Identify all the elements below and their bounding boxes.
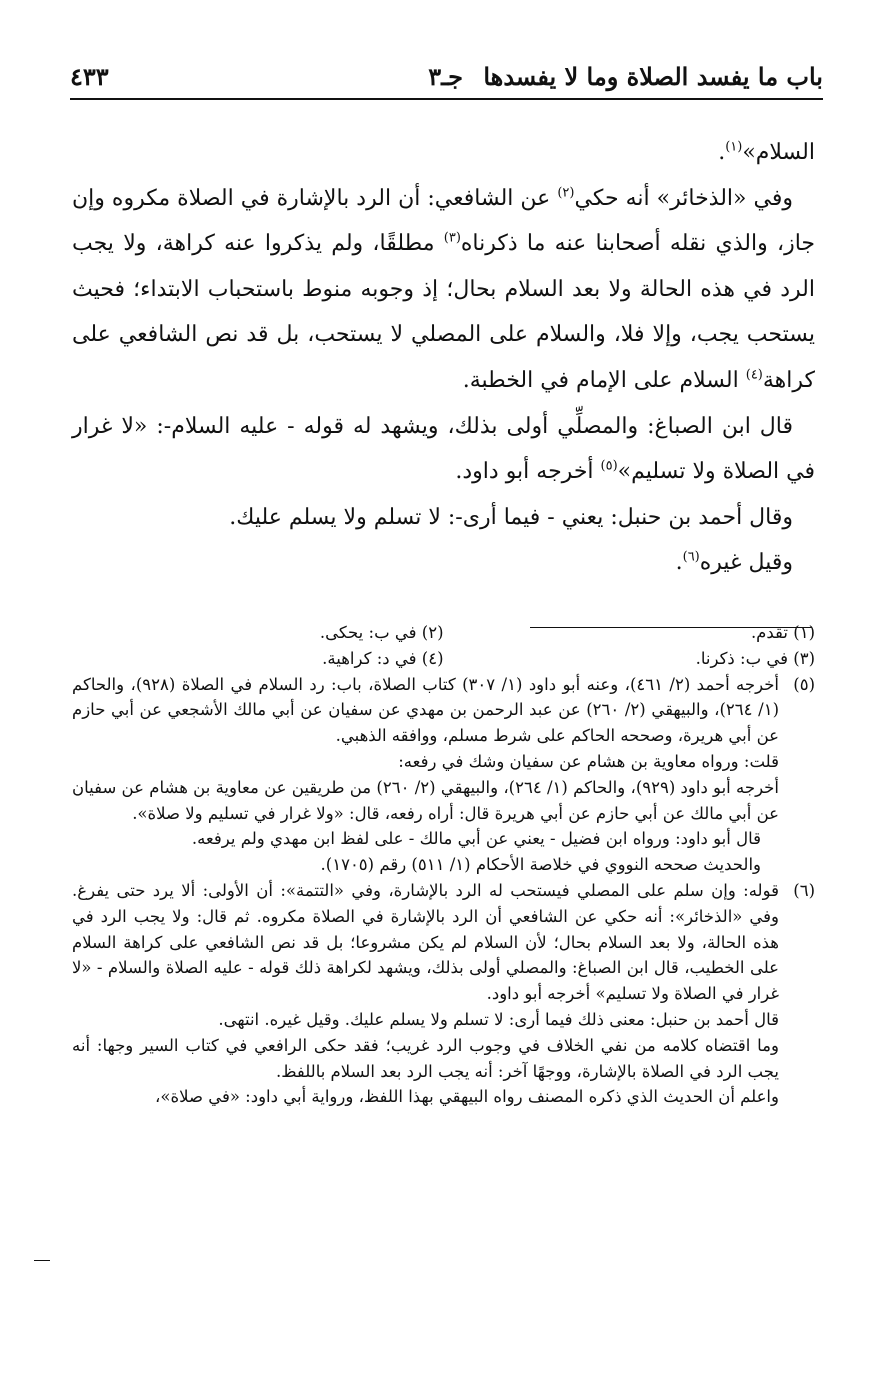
- footnote-5: [72, 672, 815, 878]
- paragraph: وقال أحمد بن حنبل: يعني - فيما أرى-: لا تسلم ولا يسلم عليك.: [229, 504, 793, 530]
- footnote-4: (٤) في د: كراهية.: [322, 648, 444, 668]
- main-text: [72, 130, 815, 586]
- footnote-text: وما اقتضاه كلامه من نفي الخلاف في وجوب الرد غريب؛ فقد حكى الرافعي في كتاب السير وجها: أنه يجب الرد في الصلاة بالإشارة، ووجهًا آخر: أنه يجب الرد بعد السلام باللفظ.: [72, 1035, 779, 1081]
- footnote-text: قوله: وإن سلم على المصلي فيستحب له الرد بالإشارة، وفي «التتمة»: أن الأولى: ألا يرد حتى يفرغ. وفي «الذخائر»: أنه حكي عن الشافعي أن الرد بالإشارة في الصلاة مكروه. ثم قال: ولا يجب الرد في هذه الحالة، ولا بعد السلام بحال؛ لأن السلام لم يكن مشروعا؛ بل قد نص الشافعي على كراهة السلام على الخطيب، قال ابن الصباغ: والمصلي أولى بذلك، ويشهد لكراهة ذلك قوله - عليه الصلاة والسلام - «لا غرار في الصلاة ولا تسليم» أخرجه أبو داود.: [72, 880, 779, 1004]
- footnote-text: أخرجه أحمد (٢/ ٤٦١)، وعنه أبو داود (١/ ٣٠٧) كتاب الصلاة، باب: رد السلام في الصلاة (٩٢٨)، والحاكم (١/ ٢٦٤)، والبيهقي (٢/ ٢٦٠) عن عبد الرحمن بن مهدي عن سفيان عن أبي مالك الأشجعي عن أبي حازم عن أبي هريرة، وصححه الحاكم على شرط مسلم، ووافقه الذهبي.: [72, 674, 779, 746]
- footnote-1: (١) تقدم.: [750, 623, 815, 642]
- footnote-text: قال أحمد بن حنبل: معنى ذلك فيما أرى: لا تسلم ولا يسلم عليك. وقيل غيره. انتهى.: [218, 1009, 779, 1029]
- footnote-text: قال أبو داود: ورواه ابن فضيل - يعني عن أبي مالك - على لفظ ابن مهدي ولم يرفعه.: [191, 829, 761, 849]
- footnote-number: (٥): [793, 674, 815, 694]
- footnote-ref[interactable]: (٦): [682, 550, 700, 566]
- footnote-text: أخرجه أبو داود (٩٢٩)، والحاكم (١/ ٢٦٤)، والبيهقي (٢/ ٢٦٠) من طريقين عن معاوية بن هشام عن سفيان عن أبي مالك عن أبي حازم عن أبي هريرة قال: أراه رفعه، قال: «ولا غرار في تسليم ولا صلاة».: [72, 777, 779, 823]
- footnote-ref[interactable]: (٥): [600, 458, 618, 474]
- chapter-title: باب ما يفسد الصلاة وما لا يفسدها: [483, 62, 823, 91]
- paragraph: وقيل غيره$^{(٦)}$.: [675, 550, 793, 576]
- footnote-ref[interactable]: (١): [725, 139, 743, 155]
- footnotes: [72, 620, 815, 1110]
- short-footnotes: [72, 620, 815, 672]
- footnote-text: قلت: ورواه معاوية بن هشام عن سفيان وشك في رفعه:: [398, 751, 779, 771]
- footnote-ref[interactable]: (٢): [557, 185, 575, 201]
- paragraph: وفي «الذخائر» أنه حكي$^{(٢)}$ عن الشافعي: أن الرد بالإشارة في الصلاة مكروه وإن جاز، والذي نقله أصحابنا عنه ما ذكرناه$^{(٣)}$ مطلقًا، ولم يذكروا عنه كراهة، ولا يجب الرد في هذه الحالة ولا بعد السلام بحال؛ إذ وجوبه منوط باستحباب الابتداء؛ فحيث يستحب يجب، وإلا فلا، والسلام على المصلي لا يستحب، بل قد نص الشافعي على كراهة$^{(٤)}$ السلام على الإمام في الخطبة.: [72, 185, 815, 393]
- footnote-ref[interactable]: (٣): [443, 230, 461, 246]
- paragraph: قال ابن الصباغ: والمصلِّي أولى بذلك، ويشهد له قوله - عليه السلام-: «لا غرار في الصلاة ولا تسليم»$^{(٥)}$ أخرجه أبو داود.: [72, 413, 815, 485]
- footnote-ref[interactable]: (٤): [745, 367, 763, 383]
- volume-label: جـ٣: [428, 62, 463, 91]
- continuation-mark: [34, 1260, 50, 1261]
- footnote-text: والحديث صححه النووي في خلاصة الأحكام (١/ ٥١١) رقم (١٧٠٥).: [320, 855, 761, 875]
- footnote-6: [72, 878, 815, 1110]
- paragraph: السلام»$^{(١)}$.: [718, 139, 815, 165]
- footnote-number: (٦): [793, 880, 815, 900]
- footnote-text: واعلم أن الحديث الذي ذكره المصنف رواه البيهقي بهذا اللفظ، ورواية أبي داود: «في صلاة»،: [155, 1087, 779, 1107]
- footnote-2: (٢) في ب: يحكى.: [319, 623, 444, 642]
- running-header: [70, 58, 823, 100]
- page-number: ٤٣٣: [70, 62, 109, 91]
- footnote-3: (٣) في ب: ذكرنا.: [695, 648, 815, 668]
